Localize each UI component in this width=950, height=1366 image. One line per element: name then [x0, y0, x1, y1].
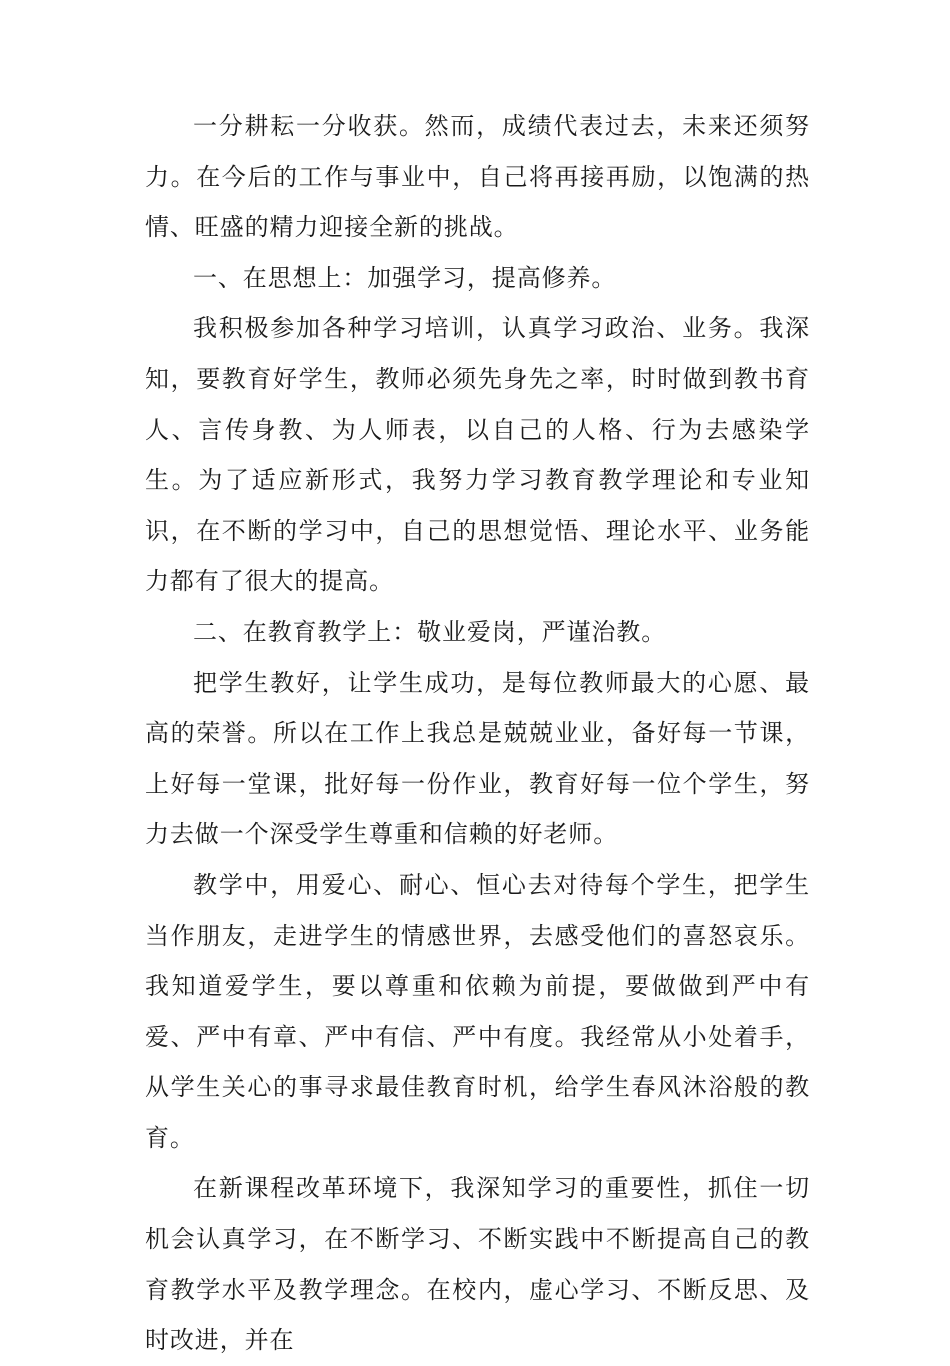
paragraph-4: 教学中，用爱心、耐心、恒心去对待每个学生，把学生当作朋友，走进学生的情感世界，去感受他们的喜怒哀乐。我知道爱学生，要以尊重和依赖为前提，要做做到严中有爱、严中有章、严中有信、严中有度。我经常从小处着手，从学生关心的事寻求最佳教育时机，给学生春风沐浴般的教育。	[145, 870, 810, 1152]
paragraph-5: 在新课程改革环境下，我深知学习的重要性，抓住一切机会认真学习，在不断学习、不断实践中不断提高自己的教育教学水平及教学理念。在校内，虚心学习、不断反思、及时改进，并在	[145, 1174, 810, 1355]
heading-teaching: 二、在教育教学上：敬业爱岗，严谨治教。	[193, 617, 667, 646]
paragraph-3: 把学生教好，让学生成功，是每位教师最大的心愿、最高的荣誉。所以在工作上我总是兢兢业业，备好每一节课，上好每一堂课，批好每一份作业，教育好每一位个学生，努力去做一个深受学生尊重和信赖的好老师。	[145, 668, 810, 849]
paragraph-2: 我积极参加各种学习培训，认真学习政治、业务。我深知，要教育好学生，教师必须先身先之率，时时做到教书育人、言传身教、为人师表，以自己的人格、行为去感染学生。为了适应新形式，我努力学习教育教学理论和专业知识，在不断的学习中，自己的思想觉悟、理论水平、业务能力都有了很大的提高。	[145, 314, 810, 596]
heading-ideology: 一、在思想上：加强学习，提高修养。	[193, 263, 617, 292]
document-body	[145, 101, 810, 1366]
paragraph-1: 一分耕耘一分收获。然而，成绩代表过去，未来还须努力。在今后的工作与事业中，自己将再接再励，以饱满的热情、旺盛的精力迎接全新的挑战。	[145, 112, 810, 242]
